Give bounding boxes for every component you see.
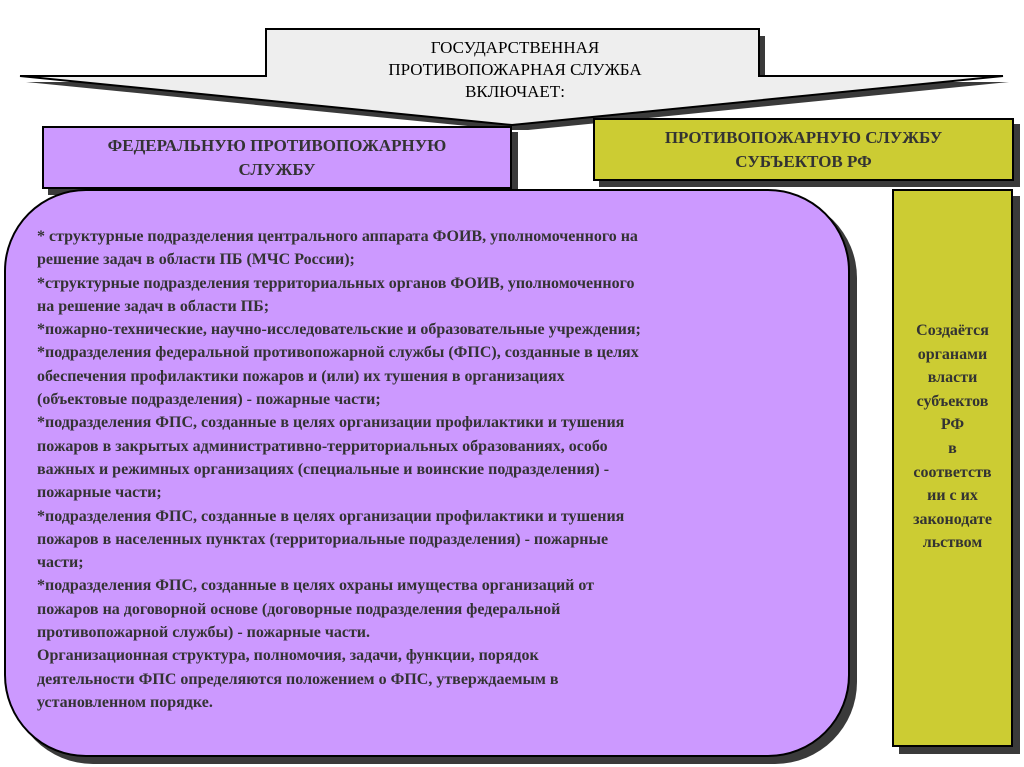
subjects-details-line: законодате — [913, 510, 992, 528]
subjects-details-line: в — [948, 439, 957, 457]
details-line: установленном порядке. — [37, 693, 213, 711]
details-line: * структурные подразделения центрального аппарата ФОИВ, уполномоченного на — [37, 228, 638, 245]
subjects-details-line: РФ — [940, 416, 965, 434]
subjects-details-line: льством — [922, 534, 983, 552]
header-title-line: ГОСУДАРСТВЕННАЯ — [430, 38, 600, 57]
header-title-line: ПРОТИВОПОЖАРНАЯ СЛУЖБА — [388, 60, 642, 79]
subjects-details-line: соответств — [913, 463, 992, 481]
federal-box-line: ФЕДЕРАЛЬНУЮ ПРОТИВОПОЖАРНУЮ — [107, 135, 447, 155]
details-line: *подразделения ФПС, созданные в целях организации профилактики и тушения — [37, 507, 625, 525]
details-line: Организационная структура, полномочия, задачи, функции, порядок — [37, 647, 539, 665]
subjects-box-line: ПРОТИВОПОЖАРНУЮ СЛУЖБУ — [664, 127, 943, 147]
subjects-details-text — [894, 319, 1011, 555]
details-line: *подразделения ФПС, созданные в целях охраны имущества организаций от — [37, 577, 595, 595]
subjects-details-line: органами — [917, 345, 988, 363]
details-line: *структурные подразделения территориальных органов ФОИВ, уполномоченного — [37, 274, 635, 292]
subjects-fire-service-box — [593, 118, 1014, 181]
details-line: *подразделения ФПС, созданные в целях организации профилактики и тушения — [37, 414, 625, 432]
details-line: пожаров в закрытых административно-территориальных образованиях, особо — [37, 437, 608, 455]
federal-fire-service-box — [42, 126, 512, 189]
details-line: важных и режимных организациях (специальные и воинские подразделения) - — [37, 460, 610, 478]
details-line: (объектовые подразделения) - пожарные части; — [37, 391, 381, 409]
details-line: пожарные части; — [37, 484, 162, 502]
federal-box-line: СЛУЖБУ — [238, 159, 316, 179]
header-title-line: ВКЛЮЧАЕТ: — [465, 82, 565, 101]
details-line: обеспечения профилактики пожаров и (или) их тушения в организациях — [37, 367, 565, 385]
details-line: противопожарной службы) - пожарные части. — [37, 624, 371, 642]
subjects-details-line: Создаётся — [916, 322, 989, 339]
subjects-details-line: власти — [927, 369, 978, 387]
header-title — [300, 37, 730, 103]
details-line: пожаров на договорной основе (договорные подразделения федеральной — [37, 600, 561, 618]
details-line: решение задач в области ПБ (МЧС России); — [37, 251, 355, 269]
details-line: пожаров в населенных пунктах (территориальные подразделения) - пожарные — [37, 530, 609, 548]
federal-details-text — [37, 225, 837, 714]
subjects-box-line: СУБЪЕКТОВ РФ — [735, 151, 872, 171]
details-line: на решение задач в области ПБ; — [37, 297, 270, 315]
details-line: *пожарно-технические, научно-исследовательские и образовательные учреждения; — [37, 321, 641, 339]
subjects-details-line: субъектов — [916, 392, 989, 410]
details-line: деятельности ФПС определяются положением о ФПС, утверждаемым в — [37, 670, 559, 688]
subjects-details-panel — [892, 189, 1013, 747]
details-line: *подразделения федеральной противопожарной службы (ФПС), созданные в целях — [37, 344, 639, 362]
details-line: части; — [37, 554, 84, 572]
subjects-details-line: ии с их — [927, 487, 978, 505]
